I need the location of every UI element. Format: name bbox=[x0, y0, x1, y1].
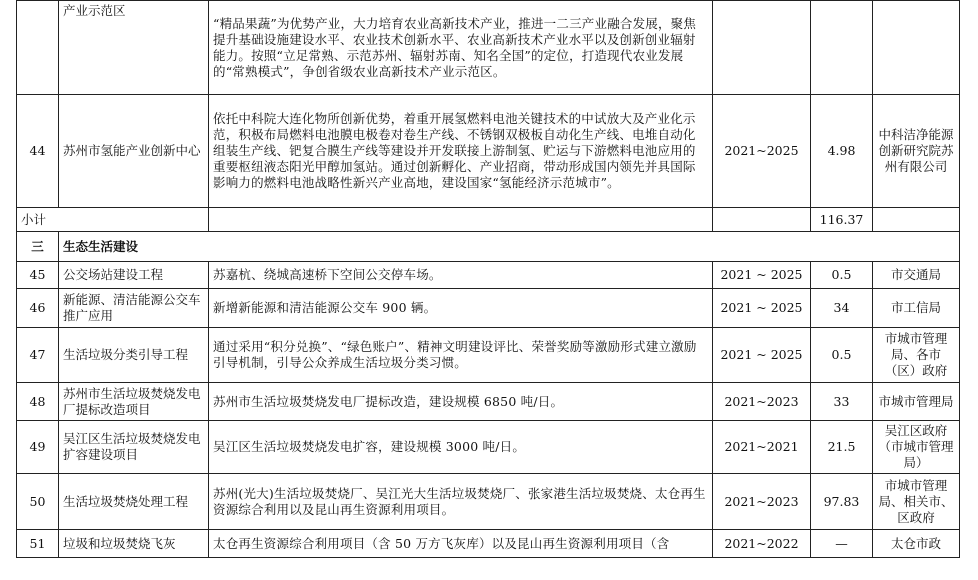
project-years bbox=[713, 1, 811, 95]
project-amount: — bbox=[811, 530, 873, 558]
table-row bbox=[17, 530, 960, 558]
project-description: 太仓再生资源综合利用项目（含 50 万方飞灰库）以及昆山再生资源利用项目（含 bbox=[209, 530, 713, 558]
table-row bbox=[17, 383, 960, 421]
subtotal-amount: 116.37 bbox=[811, 208, 873, 232]
table-row bbox=[17, 328, 960, 383]
row-number: 45 bbox=[17, 262, 59, 289]
project-name: 垃圾和垃圾焚烧飞灰 bbox=[59, 530, 209, 558]
responsible-org: 太仓市政 bbox=[873, 530, 960, 558]
table-row bbox=[17, 1, 960, 95]
project-years: 2021~2023 bbox=[713, 383, 811, 421]
row-number: 49 bbox=[17, 421, 59, 474]
row-number: 50 bbox=[17, 474, 59, 530]
project-name: 苏州市氢能产业创新中心 bbox=[59, 95, 209, 208]
project-years: 2021 ~ 2025 bbox=[713, 289, 811, 328]
empty-cell bbox=[713, 208, 811, 232]
project-name: 新能源、清洁能源公交车推广应用 bbox=[59, 289, 209, 328]
responsible-org: 市城市管理局、相关市、区政府 bbox=[873, 474, 960, 530]
project-years: 2021~2023 bbox=[713, 474, 811, 530]
row-number: 48 bbox=[17, 383, 59, 421]
project-amount: 33 bbox=[811, 383, 873, 421]
responsible-org: 市城市管理局 bbox=[873, 383, 960, 421]
row-number bbox=[17, 1, 59, 95]
project-amount: 21.5 bbox=[811, 421, 873, 474]
project-table bbox=[16, 0, 960, 558]
project-years: 2021 ~ 2025 bbox=[713, 328, 811, 383]
table-row bbox=[17, 421, 960, 474]
project-name: 生活垃圾分类引导工程 bbox=[59, 328, 209, 383]
project-description: 新增新能源和清洁能源公交车 900 辆。 bbox=[209, 289, 713, 328]
project-name: 吴江区生活垃圾焚烧发电扩容建设项目 bbox=[59, 421, 209, 474]
table-row bbox=[17, 289, 960, 328]
project-description: 吴江区生活垃圾焚烧发电扩容，建设规模 3000 吨/日。 bbox=[209, 421, 713, 474]
empty-cell bbox=[209, 208, 713, 232]
project-description: 依托中科院大连化物所创新优势，着重开展氢燃料电池关键技术的中试放大及产业化示范，积极布局燃料电池膜电极卷对卷生产线、不锈钢双极板自动化生产线、电堆自动化组装生产线、钯复合膜生产线等建设并开发联接上游制氢、贮运与下游燃料电池应用的重要枢纽液态阳光甲醇加氢站。通过创新孵化、产业招商，带动形成国内领先并具国际影响力的燃料电池战略性新兴产业高地，建设国家“氢能经济示范城市”。 bbox=[209, 95, 713, 208]
row-number: 44 bbox=[17, 95, 59, 208]
row-number: 47 bbox=[17, 328, 59, 383]
project-description: “精品果蔬”为优势产业，大力培育农业高新技术产业，推进一二三产业融合发展，聚焦提升基础设施建设水平、农业技术创新水平、农业高新技术产业水平以及创新创业辐射能力。按照“立足常熟、示范苏州、辐射苏南、知名全国”的定位，打造现代农业发展的“常熟模式”，争创省级农业高新技术产业示范区。 bbox=[209, 1, 713, 95]
project-years: 2021~2025 bbox=[713, 95, 811, 208]
empty-cell bbox=[873, 208, 960, 232]
project-amount: 4.98 bbox=[811, 95, 873, 208]
project-years: 2021~2021 bbox=[713, 421, 811, 474]
row-number: 46 bbox=[17, 289, 59, 328]
project-amount: 0.5 bbox=[811, 328, 873, 383]
section-row bbox=[17, 232, 960, 262]
project-years: 2021~2022 bbox=[713, 530, 811, 558]
responsible-org: 市交通局 bbox=[873, 262, 960, 289]
project-amount: 0.5 bbox=[811, 262, 873, 289]
row-number: 51 bbox=[17, 530, 59, 558]
project-description: 苏嘉杭、绕城高速桥下空间公交停车场。 bbox=[209, 262, 713, 289]
project-amount: 34 bbox=[811, 289, 873, 328]
responsible-org: 吴江区政府（市城市管理局） bbox=[873, 421, 960, 474]
responsible-org: 中科洁净能源创新研究院苏州有限公司 bbox=[873, 95, 960, 208]
responsible-org: 市城市管理局、各市（区）政府 bbox=[873, 328, 960, 383]
responsible-org bbox=[873, 1, 960, 95]
responsible-org: 市工信局 bbox=[873, 289, 960, 328]
project-name: 公交场站建设工程 bbox=[59, 262, 209, 289]
project-name: 产业示范区 bbox=[59, 1, 209, 95]
subtotal-label: 小计 bbox=[17, 208, 209, 232]
section-number: 三 bbox=[17, 232, 59, 262]
table-row bbox=[17, 262, 960, 289]
project-description: 通过采用“积分兑换”、“绿色账户”、精神文明建设评比、荣誉奖励等激励形式建立激励引导机制，引导公众养成生活垃圾分类习惯。 bbox=[209, 328, 713, 383]
project-name: 苏州市生活垃圾焚烧发电厂提标改造项目 bbox=[59, 383, 209, 421]
project-name: 生活垃圾焚烧处理工程 bbox=[59, 474, 209, 530]
project-amount: 97.83 bbox=[811, 474, 873, 530]
project-description: 苏州(光大)生活垃圾焚烧厂、吴江光大生活垃圾焚烧厂、张家港生活垃圾焚烧、太仓再生资源综合利用以及昆山再生资源利用项目。 bbox=[209, 474, 713, 530]
project-description: 苏州市生活垃圾焚烧发电厂提标改造，建设规模 6850 吨/日。 bbox=[209, 383, 713, 421]
section-title: 生态生活建设 bbox=[59, 232, 960, 262]
table-row bbox=[17, 474, 960, 530]
project-years: 2021 ~ 2025 bbox=[713, 262, 811, 289]
table-row bbox=[17, 95, 960, 208]
project-amount bbox=[811, 1, 873, 95]
subtotal-row bbox=[17, 208, 960, 232]
